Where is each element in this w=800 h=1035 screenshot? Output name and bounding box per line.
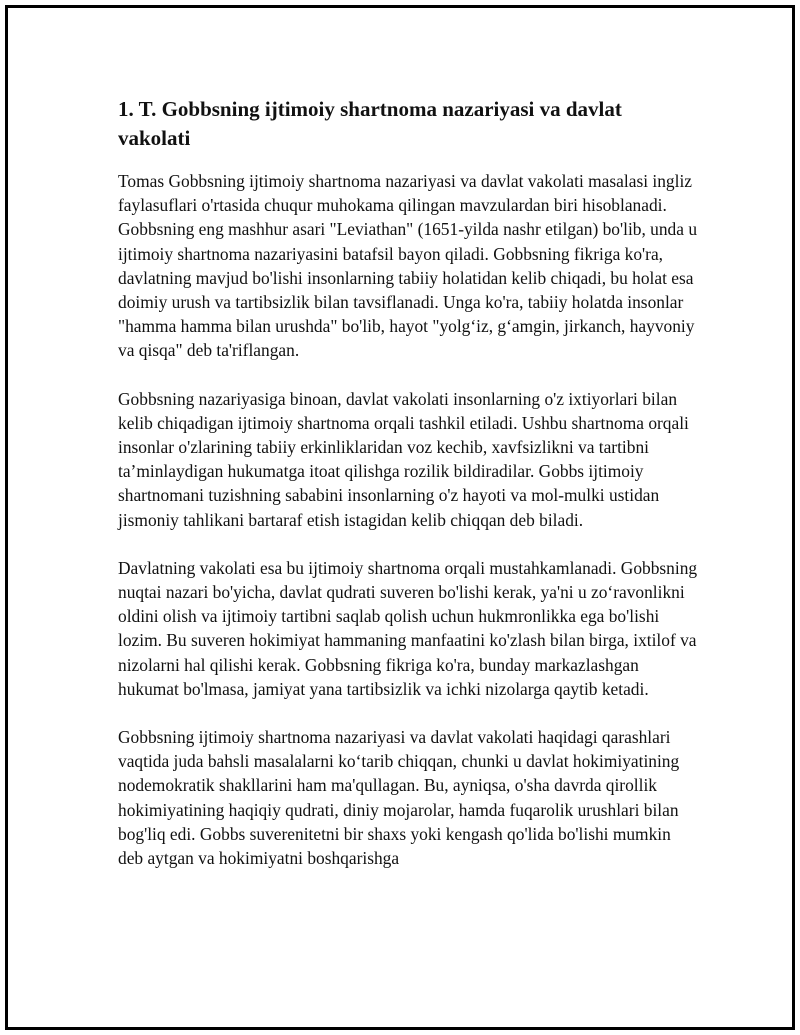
paragraph-1: Tomas Gobbsning ijtimoiy shartnoma nazariyasi va davlat vakolati masalasi ingliz faylasuflari o'rtasida chuqur muhokama qilingan mavzulardan biri hisoblanadi. Gobbsning eng mashhur asari "Leviathan" (1651-yilda nashr etilgan) bo'lib, unda u ijtimoiy shartnoma nazariyasini batafsil bayon qiladi. Gobbsning fikriga ko'ra, davlatning mavjud bo'lishi insonlarning tabiiy holatidan kelib chiqadi, bu holat esa doimiy urush va tartibsizlik bilan tavsiflanadi. Unga ko'ra, tabiiy holatda insonlar "hamma hamma bilan urushda" bo'lib, hayot "yolg‘iz, g‘amgin, jirkanch, hayvoniy va qisqa" deb ta'riflangan. (118, 171, 698, 361)
document-page (5, 5, 795, 1030)
paragraph-2: Gobbsning nazariyasiga binoan, davlat vakolati insonlarning o'z ixtiyorlari bilan kelib chiqadigan ijtimoiy shartnoma orqali tashkil etiladi. Ushbu shartnoma orqali insonlar o'zlarining tabiiy erkinliklaridan voz kechib, xavfsizlikni va tartibni ta’minlaydigan hukumatga itoat qilishga rozilik bildiradilar. Gobbs ijtimoiy shartnomani tuzishning sababini insonlarning o'z hayoti va mol-mulki ustidan jismoniy tahlikani bartaraf etish istagidan kelib chiqqan deb biladi. (118, 388, 689, 530)
paragraph-3: Davlatning vakolati esa bu ijtimoiy shartnoma orqali mustahkamlanadi. Gobbsning nuqtai nazari bo'yicha, davlat qudrati suveren bo'lishi kerak, ya'ni u zo‘ravonlikni oldini olish va ijtimoiy tartibni saqlab qolish uchun hukmronlikka ega bo'lishi lozim. Bu suveren hokimiyat hammaning manfaatini ko'zlash bilan birga, ixtilof va nizolarni hal qilishi kerak. Gobbsning fikriga ko'ra, bunday markazlashgan hukumat bo'lmasa, jamiyat yana tartibsizlik va ichki nizolarga qaytib ketadi. (118, 557, 698, 699)
document-content (118, 95, 698, 894)
paragraph-4: Gobbsning ijtimoiy shartnoma nazariyasi va davlat vakolati haqidagi qarashlari vaqtida juda bahsli masalalarni ko‘tarib chiqqan, chunki u davlat hokimiyatining nodemokratik shakllarini ham ma'qullagan. Bu, ayniqsa, o'sha davrda qirollik hokimiyatining haqiqiy qudrati, diniy mojarolar, hamda fuqarolik urushlari bilan bog'liq edi. Gobbs suverenitetni bir shaxs yoki kengash qo'lida bo'lishi mumkin deb aytgan va hokimiyatni boshqarishga (118, 727, 680, 869)
document-title: 1. T. Gobbsning ijtimoiy shartnoma nazariyasi va davlat vakolati (118, 97, 622, 150)
